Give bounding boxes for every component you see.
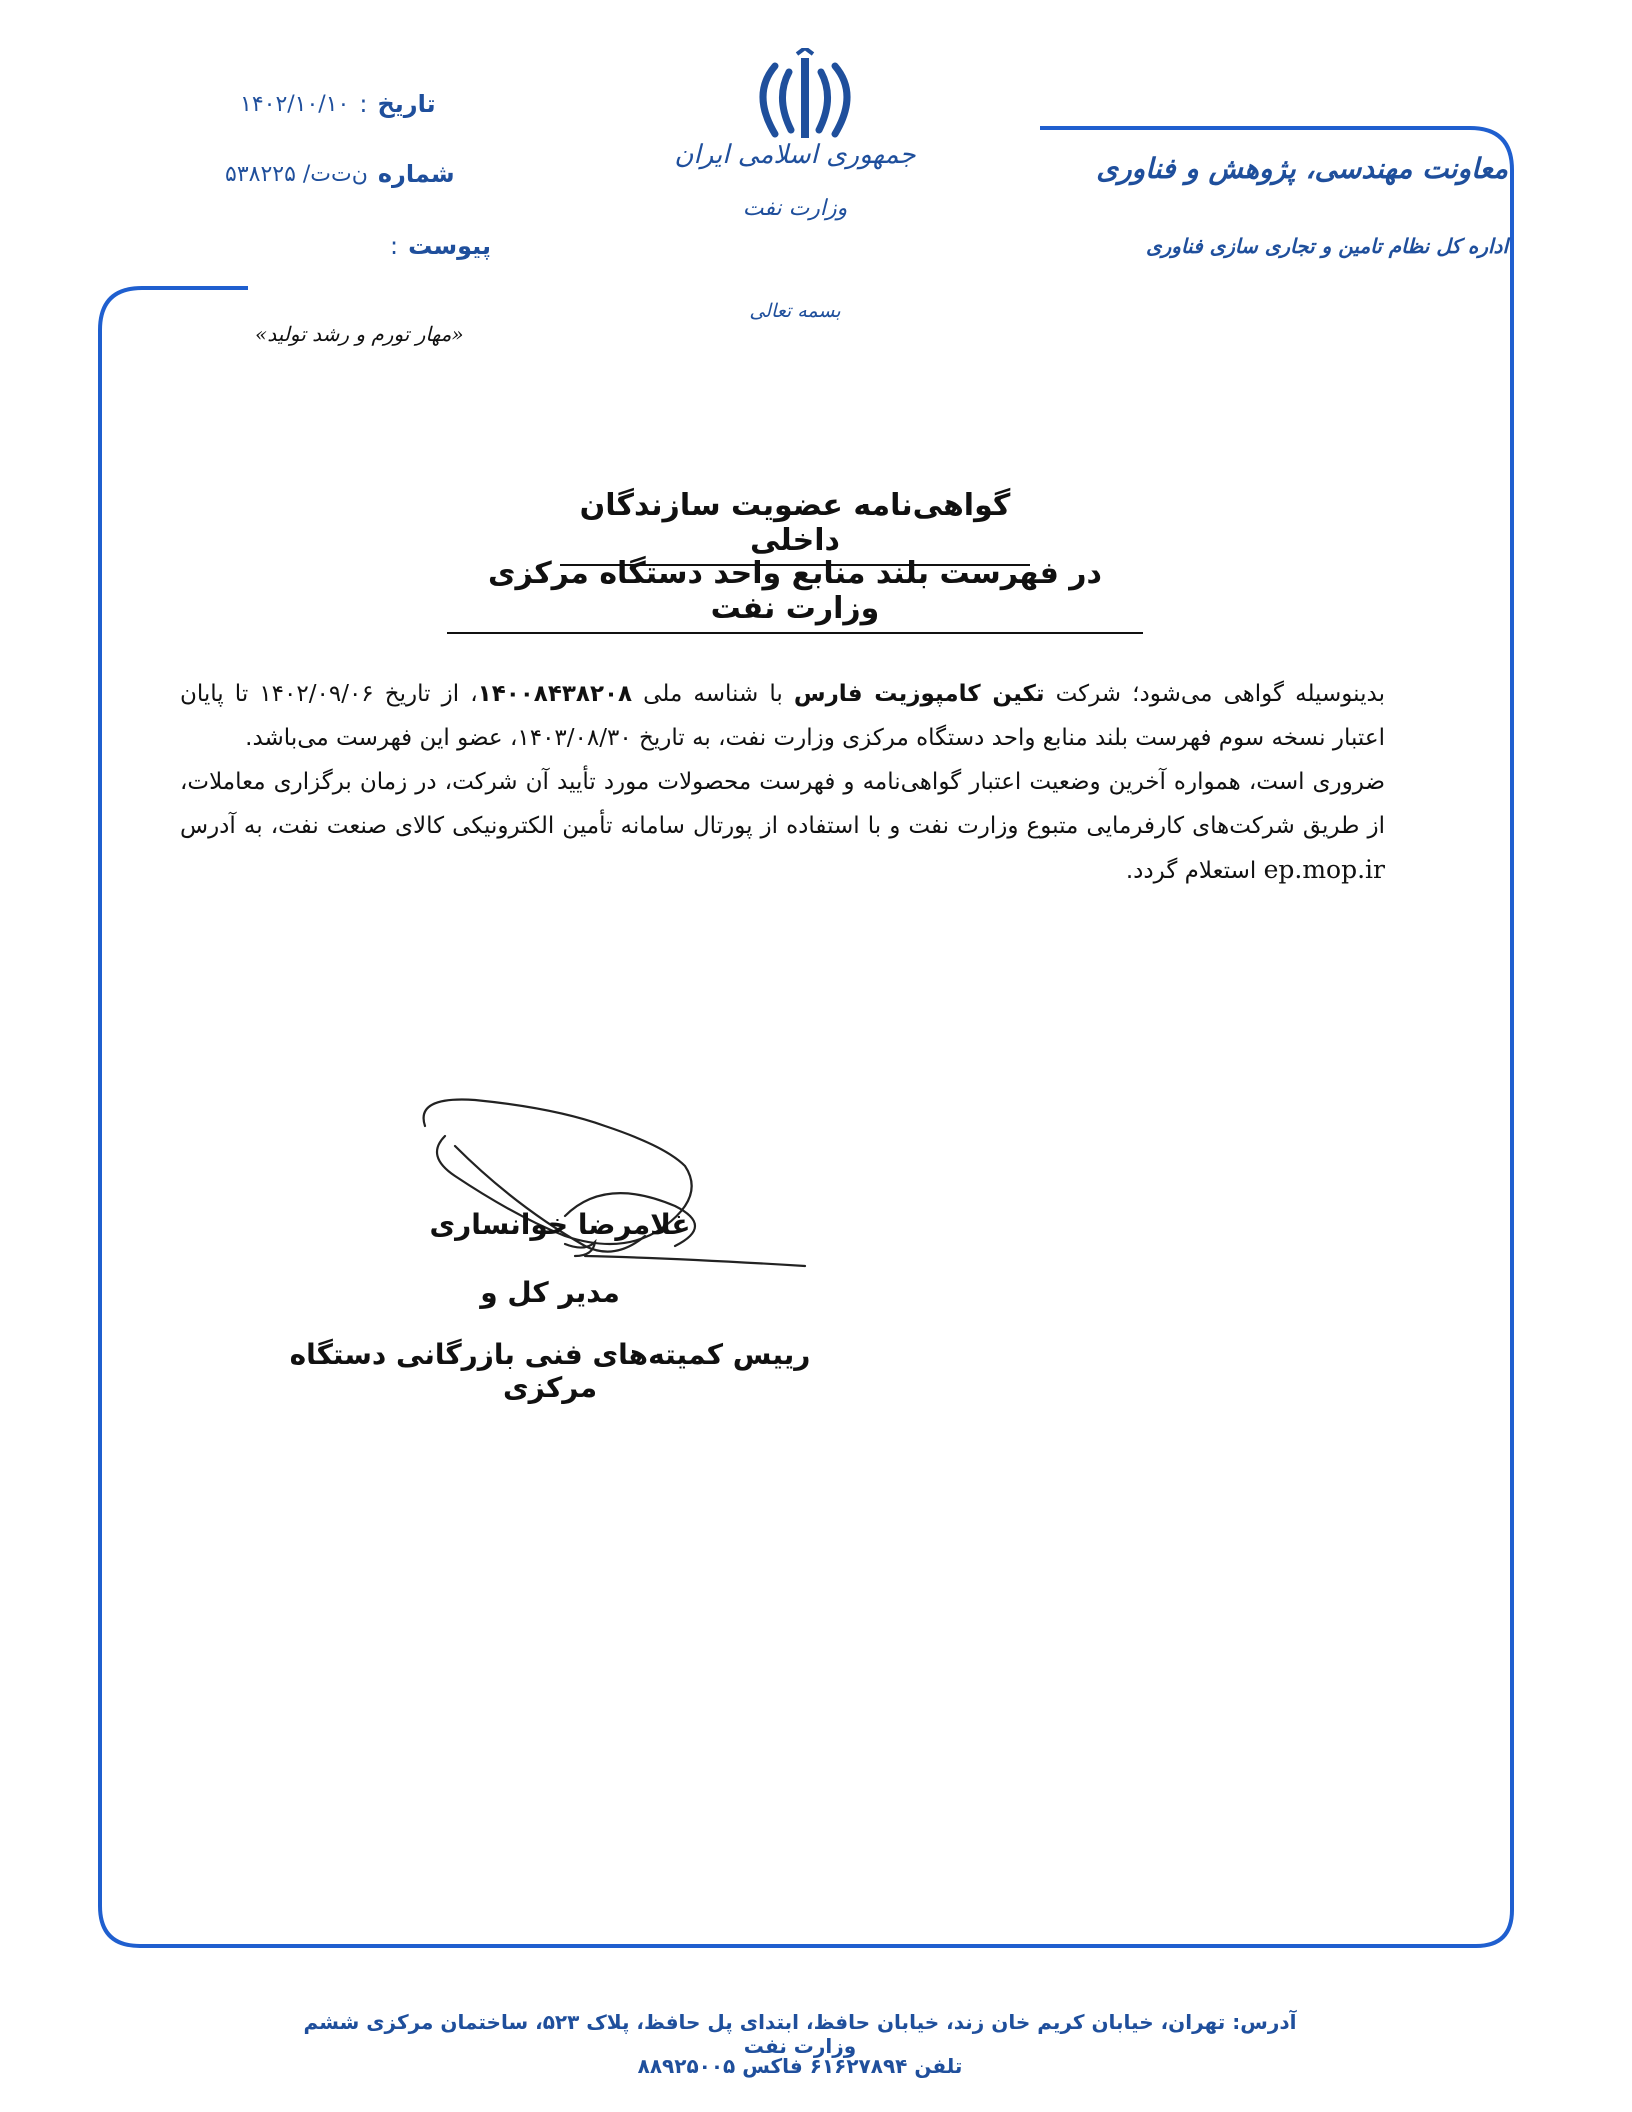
number-row [225, 160, 455, 188]
signatory-name: غلامرضا خوانساری [429, 1208, 691, 1241]
year-slogan: «مهار تورم و رشد تولید» [255, 322, 464, 346]
number-value: ن‌ت‌ت/ ۵۳۸۲۲۵ [225, 161, 368, 187]
invocation: بسمه تعالی [749, 300, 841, 322]
date-value: ۱۴۰۲/۱۰/۱۰ [240, 91, 350, 117]
company-name: تکین کامپوزیت فارس [793, 681, 1045, 707]
date-colon: : [359, 90, 368, 118]
letter-body [180, 672, 1385, 893]
deputy-name: معاونت مهندسی، پژوهش و فناوری [1096, 152, 1508, 185]
signatory-title-1: مدیر کل و [480, 1276, 620, 1309]
attachment-row [380, 232, 491, 260]
footer-address: آدرس: تهران، خیابان کریم خان زند، خیابان حافظ، ابتدای پل حافظ، پلاک ۵۲۳، ساختمان مرکزی ششم وزارت نفت [303, 2010, 1297, 2058]
p1-intro: بدینوسیله گواهی می‌شود؛ شرکت [1044, 681, 1385, 707]
paragraph-1 [180, 672, 1385, 760]
paragraph-2 [180, 760, 1385, 893]
date-label: تاریخ [377, 90, 436, 118]
department-name: اداره کل نظام تامین و تجاری سازی فناوری [1145, 234, 1508, 258]
p1-mid: با شناسه ملی [632, 681, 794, 707]
certificate-title: گواهی‌نامه عضویت سازندگان داخلی [560, 488, 1030, 566]
footer-phone: تلفن ۶۱۶۲۷۸۹۴ فاکس ۸۸۹۲۵۰۰۵ [637, 2054, 963, 2078]
date-row [240, 90, 436, 118]
country-name: جمهوری اسلامی ایران [674, 140, 916, 170]
p1-rest: ، از تاریخ ۱۴۰۲/۰۹/۰۶ تا پایان اعتبار نسخه سوم فهرست بلند منابع واحد دستگاه مرکزی وزارت نفت، به تاریخ ۱۴۰۳/۰۸/۳۰، عضو این فهرست می‌باشد. [180, 681, 1385, 751]
iran-emblem-icon [745, 48, 865, 148]
national-id: ۱۴۰۰۸۴۳۸۲۰۸ [477, 681, 633, 707]
ministry-name: وزارت نفت [742, 196, 848, 221]
attachment-label: پیوست [408, 232, 491, 260]
attachment-colon: : [390, 232, 399, 260]
portal-link[interactable]: ep.mop.ir [1263, 855, 1385, 884]
handwritten-signature [415, 1086, 835, 1286]
signatory-title-2: رییس کمیته‌های فنی بازرگانی دستگاه مرکزی [289, 1338, 811, 1404]
number-label: شماره [377, 160, 455, 188]
p2-end: استعلام گردد. [1125, 858, 1264, 884]
certificate-subtitle: در فهرست بلند منابع واحد دستگاه مرکزی وزارت نفت [447, 556, 1143, 634]
p2-start: ضروری است، همواره آخرین وضعیت اعتبار گواهی‌نامه و فهرست محصولات مورد تأیید آن شرکت، در زمان برگزاری معاملات، از طریق شرکت‌های کارفرمایی متبوع وزارت نفت و با استفاده از پورتال سامانه تأمین الکترونیکی کالای صنعت نفت، به آدرس [180, 769, 1385, 839]
